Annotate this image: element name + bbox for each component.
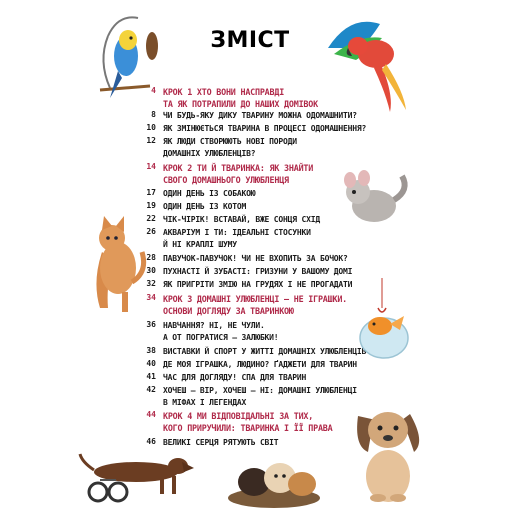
toc-entry-text: ПУХНАСТІ Й ЗУБАСТІ: ГРИЗУНИ У ВАШОМУ ДОМІ: [163, 267, 353, 276]
toc-page-number: 8: [151, 110, 156, 119]
toc-entry-text: ОСНОВИ ДОГЛЯДУ ЗА ТВАРИНКОЮ: [163, 306, 294, 316]
toc-page-number: 10: [146, 123, 156, 132]
toc-page-number: 22: [146, 214, 156, 223]
toc-entry-text: КОГО ПРИРУЧИЛИ: ТВАРИНКА І ЇЇ ПРАВА: [163, 423, 333, 433]
toc-entry-text: КРОК 3 ДОМАШНІ УЛЮБЛЕНЦІ — НЕ ІГРАШКИ.: [163, 294, 348, 304]
toc-page-number: 41: [146, 372, 156, 381]
toc-page-number: 42: [146, 385, 156, 394]
puppies-basket-icon: [224, 454, 324, 508]
toc-entry-text: ВИСТАВКИ Й СПОРТ У ЖИТТІ ДОМАШНІХ УЛЮБЛЕНЦІВ: [163, 347, 367, 356]
toc-page-number: 34: [146, 293, 156, 302]
toc-page-number: 26: [146, 227, 156, 236]
toc-entry-text: ЧИ БУДЬ-ЯКУ ДИКУ ТВАРИНУ МОЖНА ОДОМАШНИТИ?: [163, 111, 357, 120]
toc-entry-text: А ОТ ПОГРАТИСЯ — ЗАЛЮБКИ!: [163, 333, 279, 342]
toc-entry-text: ЯК ЛЮДИ СТВОРЮЮТЬ НОВІ ПОРОДИ: [163, 137, 297, 146]
toc-entry-text: ОДИН ДЕНЬ ІЗ КОТОМ: [163, 202, 247, 211]
macaw-parrot-icon: [320, 4, 412, 116]
toc-page-number: 17: [146, 188, 156, 197]
toc-page-number: 12: [146, 136, 156, 145]
toc-entry-text: В МІФАХ І ЛЕГЕНДАХ: [163, 398, 247, 407]
toc-page-number: 28: [146, 253, 156, 262]
toc-page-number: 44: [146, 410, 156, 419]
toc-entry-text: КРОК 4 МИ ВІДПОВІДАЛЬНІ ЗА ТИХ,: [163, 411, 314, 421]
toc-page-number: 32: [146, 279, 156, 288]
budgie-on-perch-icon: [88, 6, 166, 106]
page-title: ЗМІСТ: [210, 28, 290, 53]
toc-page-number: 30: [146, 266, 156, 275]
toc-entry-text: АКВАРІУМ І ТИ: ІДЕАЛЬНІ СТОСУНКИ: [163, 228, 311, 237]
toc-page-number: 36: [146, 320, 156, 329]
toc-entry-text: СВОГО ДОМАШНЬОГО УЛЮБЛЕНЦЯ: [163, 175, 289, 185]
ginger-cat-icon: [82, 212, 150, 316]
toc-entry-text: ХОЧЕШ — ВІР, ХОЧЕШ — НІ: ДОМАШНІ УЛЮБЛЕНЦІ: [163, 386, 357, 395]
toc-page-number: 14: [146, 162, 156, 171]
toc-page-number: 40: [146, 359, 156, 368]
toc-entry-text: ДОМАШНІХ УЛЮБЛЕНЦІВ?: [163, 149, 256, 158]
goldfish-bowl-icon: [352, 278, 416, 360]
chinchilla-icon: [340, 170, 410, 230]
toc-entry-text: ЯК ПРИГРІТИ ЗМІЮ НА ГРУДЯХ І НЕ ПРОГАДАТИ: [163, 280, 353, 289]
toc-entry-text: ТА ЯК ПОТРАПИЛИ ДО НАШИХ ДОМІВОК: [163, 99, 318, 109]
toc-entry-text: ЯК ЗМІНЮЄТЬСЯ ТВАРИНА В ПРОЦЕСІ ОДОМАШНЕННЯ?: [163, 124, 367, 133]
toc-page-number: 46: [146, 437, 156, 446]
toc-page-number: 4: [151, 86, 156, 95]
sitting-dog-icon: [352, 396, 428, 504]
toc-entry-text: ЧАС ДЛЯ ДОГЛЯДУ! СПА ДЛЯ ТВАРИН: [163, 373, 307, 382]
toc-entry-text: ПАВУЧОК-ПАВУЧОК! ЧИ НЕ ВХОПИТЬ ЗА БОЧОК?: [163, 254, 348, 263]
toc-entry-text: ВЕЛИКІ СЕРЦЯ РЯТУЮТЬ СВІТ: [163, 438, 279, 447]
dachshund-wheelchair-icon: [76, 450, 196, 506]
toc-entry-text: КРОК 1 ХТО ВОНИ НАСПРАВДІ: [163, 87, 285, 97]
toc-entry-text: ЧІК-ЧІРІК! ВСТАВАЙ, ВЖЕ СОНЦЯ СХІД: [163, 215, 320, 224]
toc-entry-text: НАВЧАННЯ? НІ, НЕ ЧУЛИ.: [163, 321, 265, 330]
toc-page-number: 19: [146, 201, 156, 210]
toc-entry-text: ОДИН ДЕНЬ ІЗ СОБАКОЮ: [163, 189, 256, 198]
toc-entry-text: Й НІ КРАПЛІ ШУМУ: [163, 240, 237, 249]
toc-entry-text: ДЕ МОЯ ІГРАШКА, ЛЮДИНО? ҐАДЖЕТИ ДЛЯ ТВАРИН: [163, 360, 357, 369]
toc-entry-text: КРОК 2 ТИ Й ТВАРИНКА: ЯК ЗНАЙТИ: [163, 163, 314, 173]
toc-page-number: 38: [146, 346, 156, 355]
